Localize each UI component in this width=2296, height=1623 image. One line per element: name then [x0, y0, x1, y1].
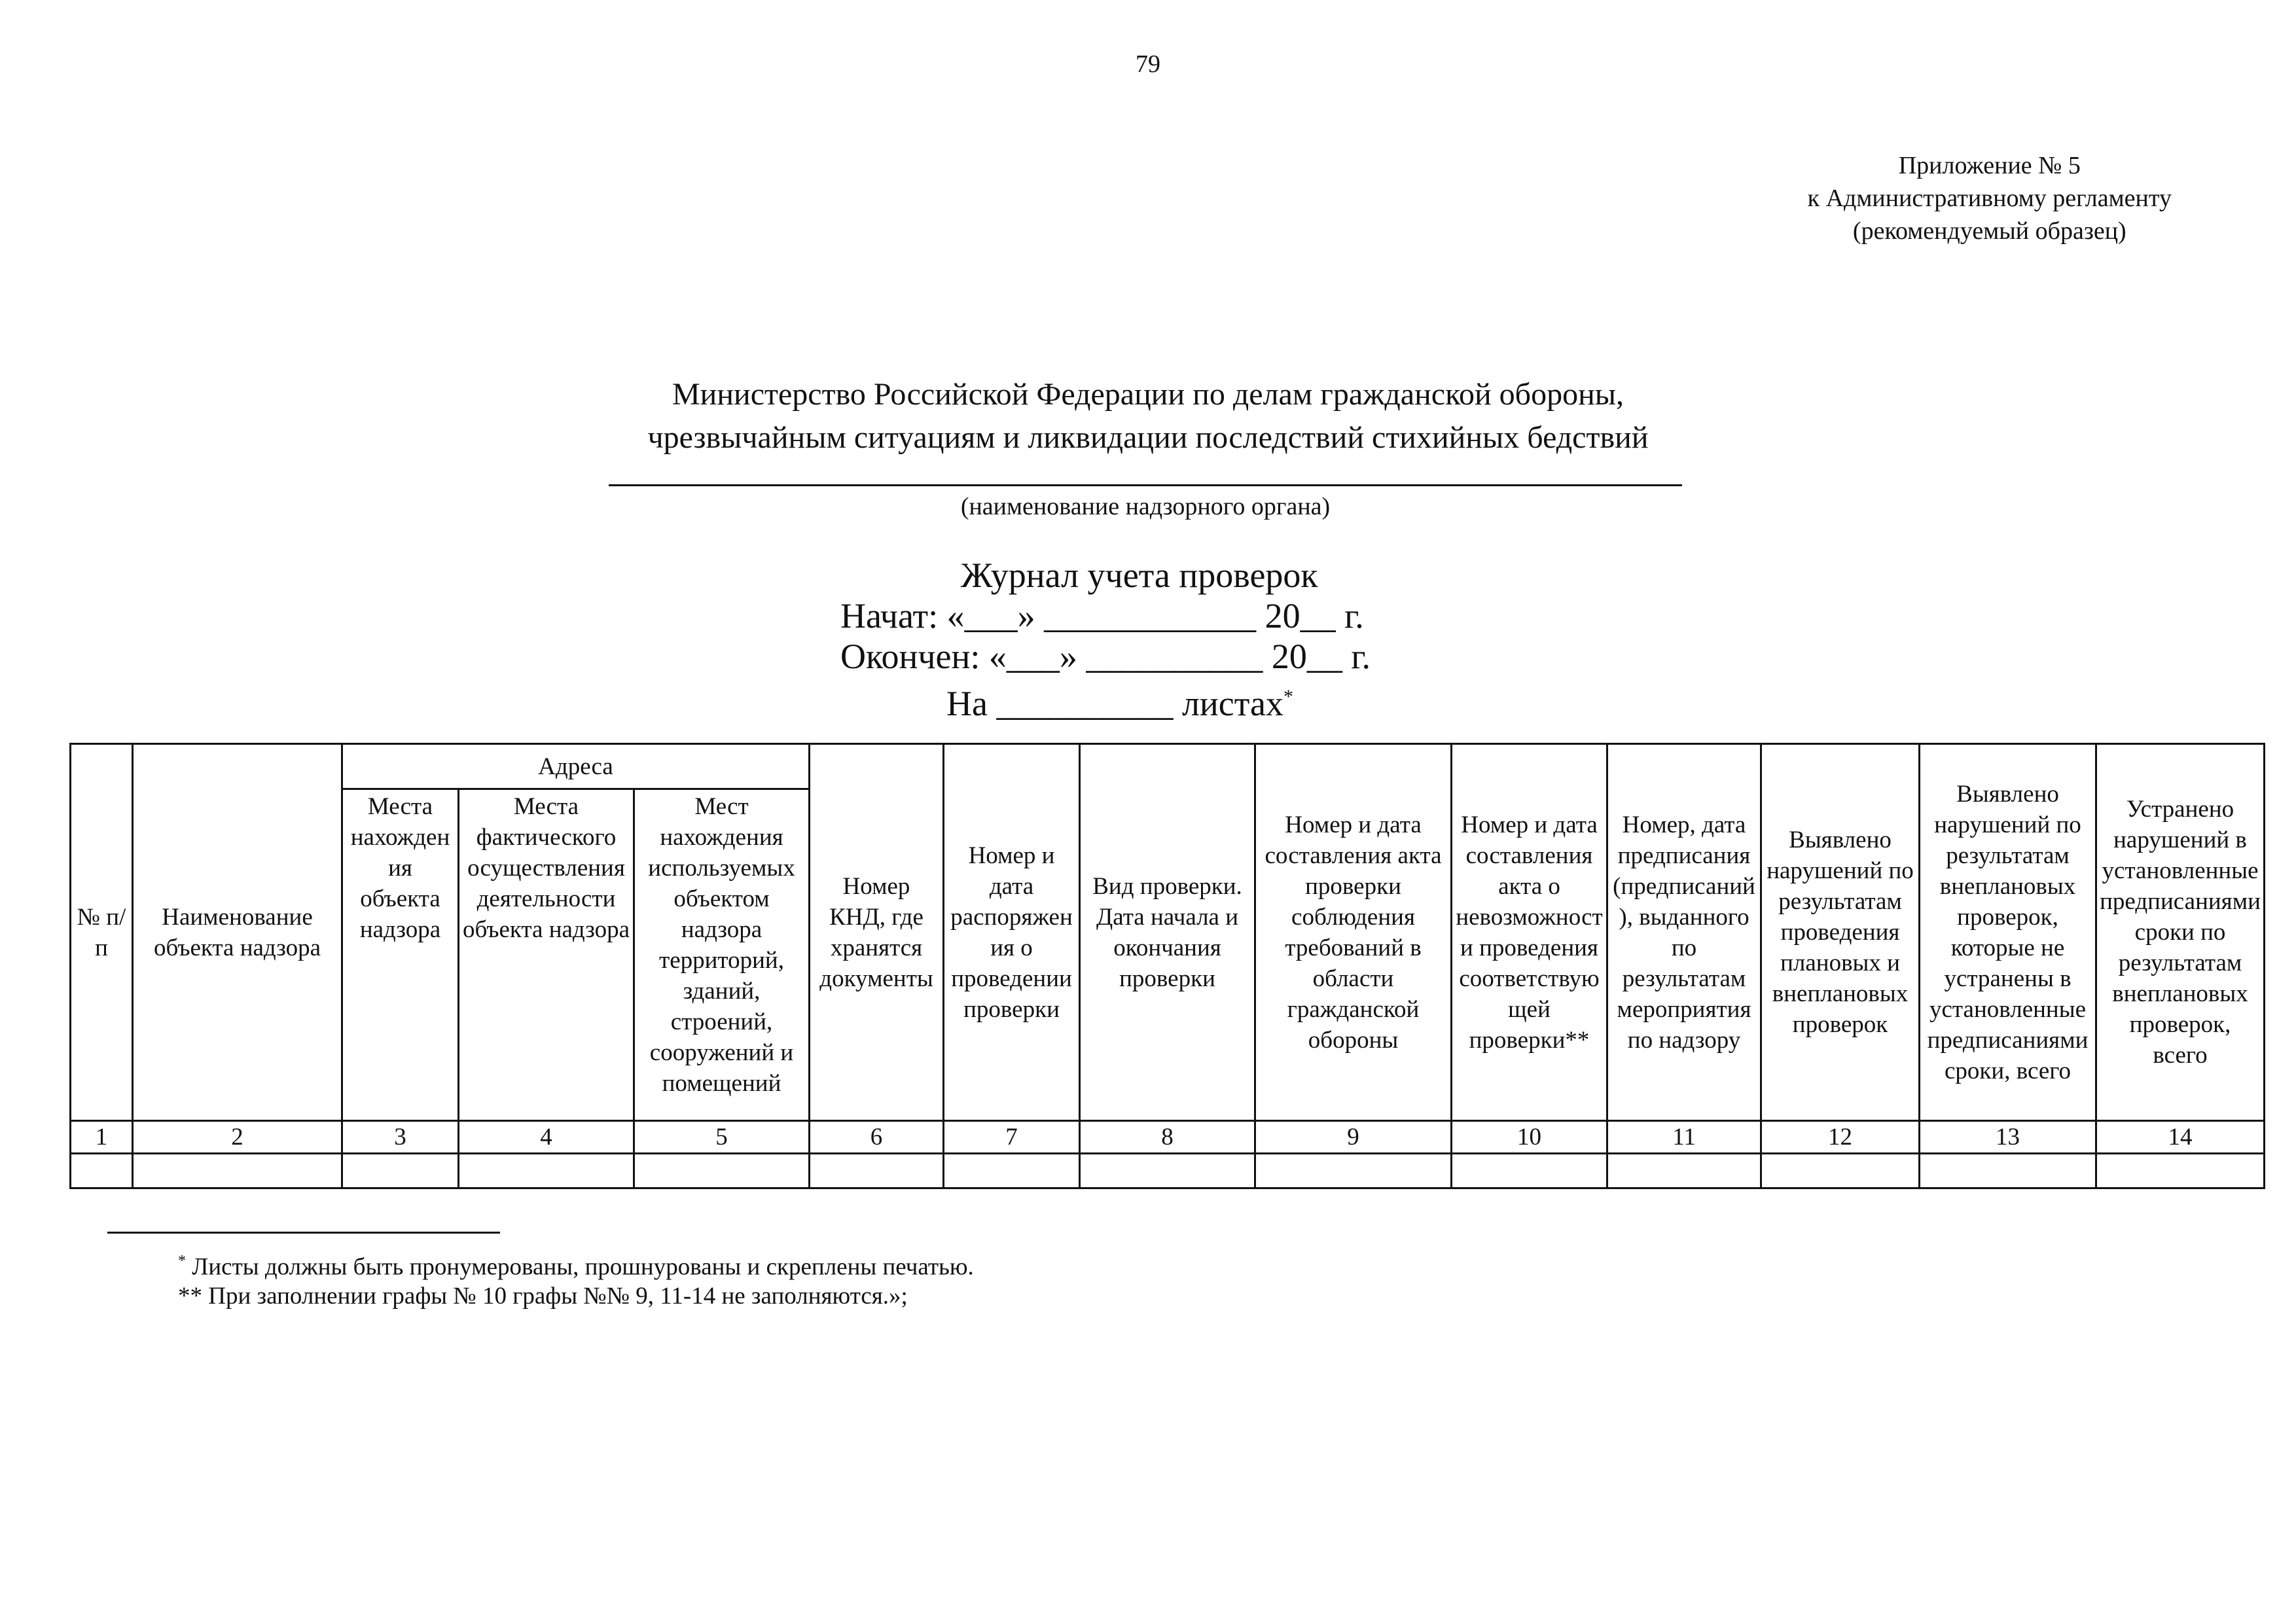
empty-cell — [1607, 1154, 1761, 1188]
header-col-2: Наименование объекта надзора — [133, 744, 342, 1121]
header-addresses-group: Адреса — [342, 744, 810, 789]
page-number: 79 — [1136, 50, 1160, 78]
empty-cell — [71, 1154, 133, 1188]
org-name-caption: (наименование надзорного органа) — [960, 493, 1331, 520]
org-name-blank-line — [609, 484, 1682, 486]
appendix-line-1: Приложение № 5 — [1898, 152, 2081, 179]
header-col-4: Места фактического осуществления деятельности объекта надзора — [459, 789, 634, 1121]
empty-cell — [459, 1154, 634, 1188]
appendix-line-3: (рекомендуемый образец) — [1852, 217, 2126, 245]
empty-cell — [1920, 1154, 2096, 1188]
journal-sheets — [946, 677, 1293, 724]
column-number: 5 — [634, 1121, 810, 1154]
column-number: 11 — [1607, 1121, 1761, 1154]
empty-cell — [810, 1154, 944, 1188]
column-number: 10 — [1452, 1121, 1607, 1154]
journal-sheets-footnote-mark: * — [1283, 686, 1294, 707]
appendix-line-2: к Административному регламенту — [1807, 185, 2172, 212]
header-col-14: Устранено нарушений в установленные предписаниями сроки по результатам внеплановых проверок, всего — [2096, 744, 2265, 1121]
column-number: 8 — [1080, 1121, 1255, 1154]
empty-cell — [133, 1154, 342, 1188]
header-col-9: Номер и дата составления акта проверки соблюдения требований в области гражданской обороны — [1255, 744, 1452, 1121]
column-number: 2 — [133, 1121, 342, 1154]
column-number: 14 — [2096, 1121, 2265, 1154]
empty-cell — [1452, 1154, 1607, 1188]
empty-cell — [1761, 1154, 1920, 1188]
column-number: 3 — [342, 1121, 459, 1154]
header-col-11: Номер, дата предписания (предписаний), выданного по результатам мероприятия по надзору — [1607, 744, 1761, 1121]
empty-cell — [342, 1154, 459, 1188]
column-number-row — [71, 1121, 2265, 1154]
column-number: 1 — [71, 1121, 133, 1154]
column-number: 6 — [810, 1121, 944, 1154]
column-number: 9 — [1255, 1121, 1452, 1154]
empty-cell — [1255, 1154, 1452, 1188]
appendix-label — [1808, 149, 2172, 247]
footnote-separator — [107, 1232, 500, 1234]
header-col-1: № п/п — [71, 744, 133, 1121]
header-col-3: Места нахождения объекта надзора — [342, 789, 459, 1121]
inspection-journal-table — [69, 743, 2265, 1189]
header-col-6: Номер КНД, где хранятся документы — [810, 744, 944, 1121]
header-col-8: Вид проверки. Дата начала и окончания проверки — [1080, 744, 1255, 1121]
header-row-1 — [71, 744, 2265, 789]
header-col-5: Мест нахождения используемых объектом надзора территорий, зданий, строений, сооружений и помещений — [634, 789, 810, 1121]
header-col-13: Выявлено нарушений по результатам внеплановых проверок, которые не устранены в установленные предписаниями сроки, всего — [1920, 744, 2096, 1121]
footnote-1-mark: * — [178, 1253, 186, 1270]
column-number: 13 — [1920, 1121, 2096, 1154]
empty-cell — [1080, 1154, 1255, 1188]
column-number: 4 — [459, 1121, 634, 1154]
column-number: 7 — [944, 1121, 1080, 1154]
journal-title: Журнал учета проверок — [961, 556, 1318, 595]
ministry-line-2: чрезвычайным ситуациям и ликвидации последствий стихийных бедствий — [647, 420, 1649, 455]
header-col-10: Номер и дата составления акта о невозможности проведения соответствующей проверки** — [1452, 744, 1607, 1121]
ministry-line-1: Министерство Российской Федерации по делам гражданской обороны, — [672, 377, 1624, 412]
empty-cell — [944, 1154, 1080, 1188]
footnote-1-text: Листы должны быть пронумерованы, прошнурованы и скреплены печатью. — [192, 1253, 974, 1281]
ministry-name — [0, 373, 2296, 459]
header-col-7: Номер и дата распоряжения о проведении проверки — [944, 744, 1080, 1121]
journal-started: Начат: «___» ____________ 20__ г. — [840, 596, 1364, 635]
footnote-2: ** При заполнении графы № 10 графы №№ 9, 11-14 не заполняются.»; — [178, 1283, 908, 1310]
empty-entry-row — [71, 1154, 2265, 1188]
journal-finished: Окончен: «___» __________ 20__ г. — [840, 637, 1371, 676]
empty-cell — [2096, 1154, 2265, 1188]
column-number: 12 — [1761, 1121, 1920, 1154]
empty-cell — [634, 1154, 810, 1188]
header-col-12: Выявлено нарушений по результатам проведения плановых и внеплановых проверок — [1761, 744, 1920, 1121]
journal-sheets-text: На __________ листах — [946, 684, 1284, 723]
